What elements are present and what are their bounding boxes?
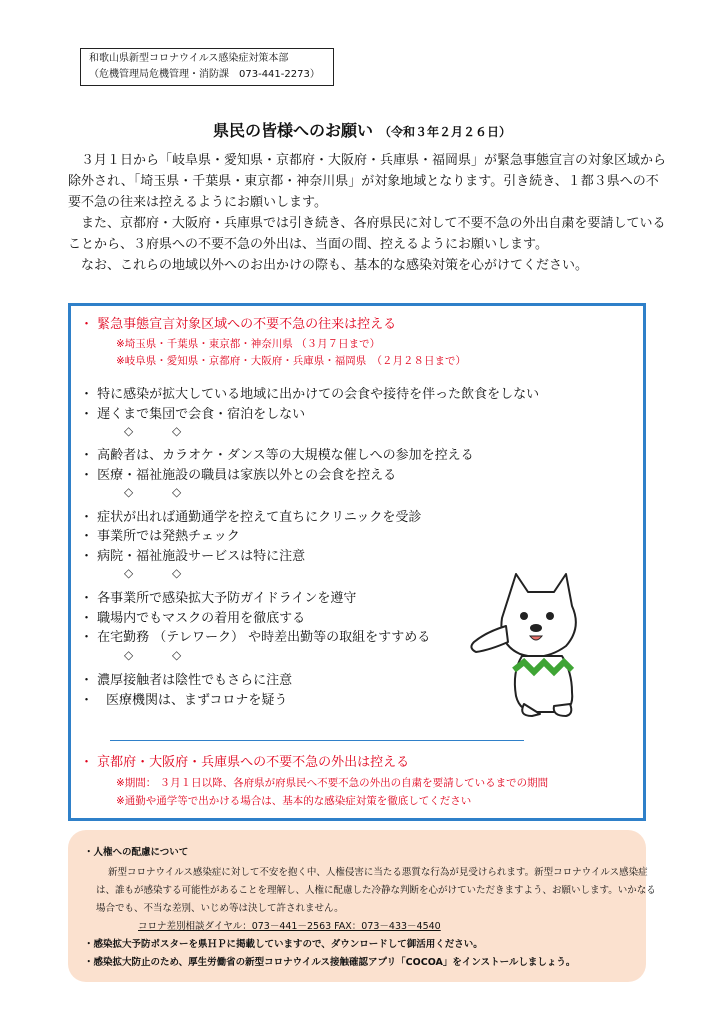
intro-paragraph-1: ３月１日から「岐阜県・愛知県・京都府・大阪府・兵庫県・福岡県」が緊急事態宣言の対象区域から除外され、「埼玉県・千葉県・東京都・神奈川県」が対象地域となります。引き続き、１都３県への不要不急の往来は控えるようにお願いします。: [68, 153, 667, 210]
request-item: ・ 特に感染が拡大している地域に出かけての会食や接待を伴った飲食をしない: [80, 387, 540, 402]
diamond-icon: ◇: [172, 485, 182, 499]
request-travel-note-2: ※岐阜県・愛知県・京都府・大阪府・兵庫県・福岡県 （２月２８日まで）: [116, 355, 467, 367]
mascot-illustration: [466, 566, 590, 718]
request-item: ・ 各事業所で感染拡大予防ガイドラインを遵守: [80, 591, 357, 606]
diamond-icon: ◇: [124, 566, 134, 580]
request-travel-note-1: ※埼玉県・千葉県・東京都・神奈川県 （３月７日まで）: [116, 338, 381, 350]
request-item: ・ 医療・福祉施設の職員は家族以外との会食を控える: [80, 468, 397, 483]
diamond-icon: ◇: [124, 648, 134, 662]
request-outing-note-1: ※期間： ３月１日以降、各府県が府県民へ不要不急の外出の自粛を要請しているまでの期間: [116, 777, 549, 789]
request-item: ・ 事業所では発熱チェック: [80, 529, 240, 544]
title-main: 県民の皆様へのお願い: [212, 121, 373, 140]
issuer-name: 和歌山県新型コロナウイルス感染症対策本部: [89, 53, 289, 64]
diamond-icon: ◇: [172, 424, 182, 438]
request-outing-note-2: ※通勤や通学等で出かける場合は、基本的な感染症対策を徹底してください: [116, 795, 472, 807]
diamond-icon: ◇: [172, 648, 182, 662]
intro-paragraph-3: なお、これらの地域以外へのお出かけの際も、基本的な感染対策を心がけてください。: [68, 258, 589, 273]
poster-notice: ・感染拡大予防ポスターを県ＨＰに掲載していますので、ダウンロードして御活用ください。: [84, 939, 483, 950]
request-travel: ・ 緊急事態宣言対象区域への不要不急の往来は控える: [80, 317, 397, 332]
human-rights-heading: ・人権への配慮について: [84, 847, 189, 858]
issuer-box: [80, 48, 334, 86]
request-item: ・ 遅くまで集団で会食・宿泊をしない: [80, 407, 306, 422]
diamond-icon: ◇: [124, 485, 134, 499]
issuer-contact: （危機管理局危機管理・消防課 073-441-2273）: [89, 69, 320, 80]
human-rights-text: は、誰もが感染する可能性があることを理解し、人権に配慮した冷静な判断を心がけていただきますよう、お願いします。いかなる: [96, 885, 656, 896]
diamond-icon: ◇: [124, 424, 134, 438]
section-divider: [110, 740, 524, 741]
page-title: [0, 118, 724, 141]
intro-text: [68, 150, 668, 276]
title-date: （令和３年２月２６日）: [379, 125, 512, 139]
human-rights-text: 場合でも、不当な差別、いじめ等は決して許されません。: [96, 903, 344, 914]
request-item: ・ 医療機関は、まずコロナを疑う: [80, 693, 288, 708]
request-outing: ・ 京都府・大阪府・兵庫県への不要不急の外出は控える: [80, 755, 410, 770]
intro-paragraph-2: また、京都府・大阪府・兵庫県では引き続き、各府県民に対して不要不急の外出自粛を要請していることから、３府県への不要不急の外出は、当面の間、控えるようにお願いします。: [68, 216, 666, 252]
request-item: ・ 在宅勤務 （テレワーク） や時差出勤等の取組をすすめる: [80, 630, 431, 645]
human-rights-text: 新型コロナウイルス感染症に対して不安を抱く中、人権侵害に当たる悪質な行為が見受けられます。新型コロナウイルス感染症: [108, 867, 648, 878]
discrimination-hotline: コロナ差別相談ダイヤル：073－441－2563 FAX：073－433－4540: [138, 921, 441, 932]
request-item: ・ 職場内でもマスクの着用を徹底する: [80, 611, 306, 626]
cocoa-notice: ・感染拡大防止のため、厚生労働省の新型コロナウイルス接触確認アプリ「COCOA」をインストールしましょう。: [84, 957, 576, 968]
request-item: ・ 病院・福祉施設サービスは特に注意: [80, 549, 306, 564]
request-item: ・ 症状が出れば通勤通学を控えて直ちにクリニックを受診: [80, 510, 422, 525]
diamond-icon: ◇: [172, 566, 182, 580]
request-item: ・ 高齢者は、カラオケ・ダンス等の大規模な催しへの参加を控える: [80, 448, 474, 463]
request-item: ・ 濃厚接触者は陰性でもさらに注意: [80, 673, 293, 688]
